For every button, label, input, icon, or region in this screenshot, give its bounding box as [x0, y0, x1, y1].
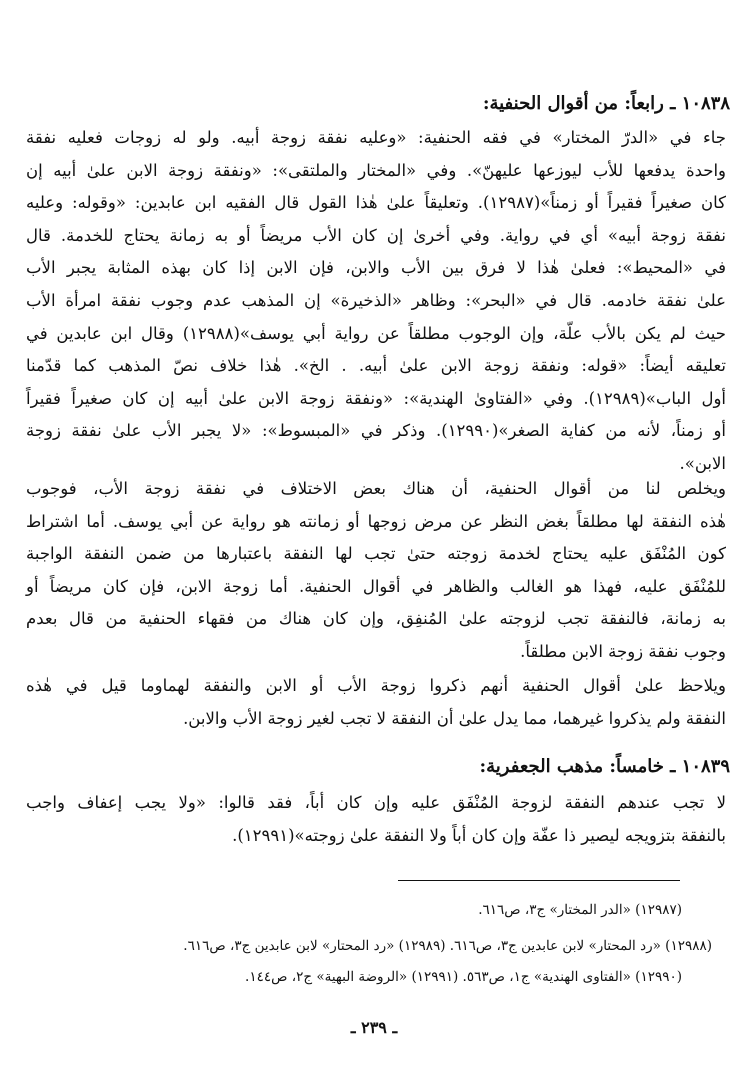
section-heading-2: ١٠٨٣٩ ـ خامساً: مذهب الجعفرية:: [479, 756, 730, 777]
footnote-3: (١٢٩٩٠) «الفتاوى الهندية» ج١، ص٥٦٣. (١٢٩٩١) «الروضة البهية» ج٢، ص١٤٤.: [245, 969, 682, 985]
text-line: تعليقه أيضاً: «قوله: ونفقة زوجة الابن علىٰ أبيه. . الخ». هٰذا خلاف نصّ المذهب كما قدّمنا: [26, 356, 726, 376]
text-line: النفقة ولم يذكروا غيرهما، مما يدل علىٰ أن النفقة لا تجب لغير زوجة الأب والابن.: [183, 708, 726, 728]
text-line: كون المُنْفَق عليه يحتاج لخدمة زوجته حتىٰ تجب لها النفقة باعتبارها من ضمن النفقة الواجبة: [26, 544, 726, 564]
text-line: حيث لم يكن بالأب علّة، وإن الوجوب مطلقاً عن رواية أبي يوسف»(١٢٩٨٨) وقال ابن عابدين في: [26, 323, 726, 343]
text-line: جاء في «الدرّ المختار» في فقه الحنفية: «وعليه نفقة زوجة أبيه. ولو له زوجات فعليه نفقة: [26, 128, 726, 147]
paragraph-3: [26, 670, 726, 735]
text-line: نفقة زوجة أبيه» أي في رواية. وفي أخرىٰ إن كان الأب مريضاً أو به زمانة يحتاج للخدمة. قال: [26, 225, 726, 245]
text-line: لا تجب عندهم النفقة لزوجة المُنْفَق عليه وإن كان أباً، فقد قالوا: «ولا يجب إعفاف واجب: [26, 793, 726, 812]
text-line: به زمانة، فالنفقة تجب لزوجته علىٰ المُنفِق، وإن كان هناك من فقهاء الحنفية من قال بعدم: [26, 609, 726, 629]
text-line: للمُنْفَق عليه، فهذا هو الغالب والظاهر في أقوال الحنفية. أما زوجة الابن، فإن كان مريضاً أو: [26, 576, 726, 596]
footnote-2: (١٢٩٨٨) «رد المحتار» لابن عابدين ج٣، ص٦١٦. (١٢٩٨٩) «رد المحتار» لابن عابدين ج٣، ص٦١٦.: [183, 938, 712, 954]
text-line: ويلاحظ علىٰ أقوال الحنفية أنهم ذكروا زوجة الأب أو الابن والنفقة لهماوما قيل في هٰذه: [26, 676, 726, 695]
text-line: علىٰ نفقة خادمه. قال في «البحر»: وظاهر «الذخيرة» إن المذهب عدم وجوب نفقة امرأة الأب: [26, 290, 726, 310]
text-line: أو زمناً، لأنه من كفاية الصغر»(١٢٩٩٠). وذكر في «المبسوط»: «لا يجبر الأب علىٰ نفقة زوجة: [26, 421, 726, 441]
paragraph-2: [26, 473, 726, 669]
text-line: كان صغيراً فقيراً أو زمناً»(١٢٩٨٧). وتعليقاً علىٰ هٰذا القول قال الفقيه ابن عابدين: «وقوله: وعليه: [26, 193, 727, 213]
text-line: الابن».: [679, 453, 726, 473]
text-line: وجوب نفقة زوجة الابن مطلقاً.: [520, 641, 726, 661]
text-line: هٰذه النفقة لها مطلقاً بغض النظر عن مرض زوجها أو زمانته هو رواية عن أبي يوسف. أما اشتراط: [26, 511, 726, 531]
text-line: في «المحيط»: فعلىٰ هٰذا لا فرق بين الأب والابن، فإن الابن إذا كان بهذه المثابة يجبر الأب: [26, 258, 726, 278]
footnote-1: (١٢٩٨٧) «الدر المختار» ج٣، ص٦١٦.: [478, 902, 682, 918]
text-line: ويخلص لنا من أقوال الحنفية، أن هناك بعض الاختلاف في نفقة زوجة الأب، فوجوب: [26, 479, 726, 498]
text-line: أول الباب»(١٢٩٨٩). وفي «الفتاوىٰ الهندية»: «ونفقة زوجة الابن علىٰ أبيه إن كان صغيراً فقيراً: [26, 388, 727, 408]
page-number: ـ ٢٣٩ ـ: [350, 1018, 398, 1037]
section-heading-1: ١٠٨٣٨ ـ رابعاً: من أقوال الحنفية:: [482, 93, 730, 114]
text-line: واحدة يدفعها للأب ليوزعها عليهنّ». وفي «المختار والملتقى»: «ونفقة زوجة الابن علىٰ أبيه إن: [26, 160, 726, 180]
paragraph-1: [26, 122, 726, 481]
footnote-separator: [398, 880, 680, 881]
paragraph-4: [26, 787, 726, 852]
text-line: بالنفقة بتزويجه ليصير ذا عفّة وإن كان أباً ولا النفقة علىٰ زوجته»(١٢٩٩١).: [232, 825, 726, 845]
